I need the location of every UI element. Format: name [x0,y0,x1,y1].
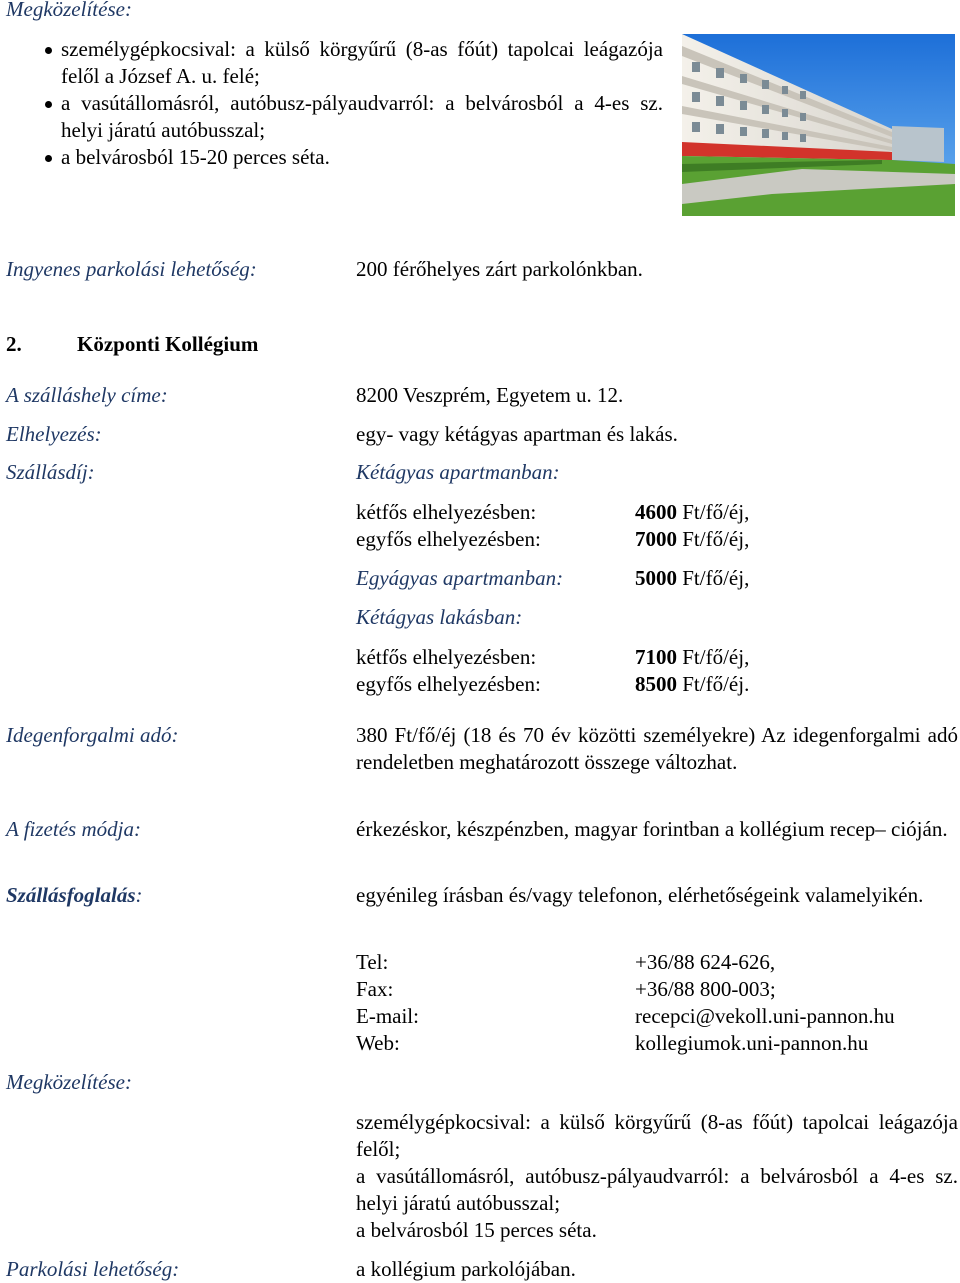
fee-da-one-price [635,526,749,553]
list-item: a belvárosból 15-20 perces séta. [6,144,663,171]
approach2-line-walk: a belvárosból 15 perces séta. [356,1218,597,1242]
approach2-line-car: személygépkocsival: a külső körgyűrű (8-as főút) tapolcai leágazója felől; [356,1110,958,1161]
fee-double-apartment-heading: Kétágyas apartmanban: [356,460,560,484]
contact-web-value[interactable]: kollegiumok.uni-pannon.hu [635,1031,869,1055]
price-unit: Ft/fő/éj, [677,645,750,669]
payment-label: A fizetés módja: [6,817,141,841]
placement-value: egy- vagy kétágyas apartman és lakás. [356,422,678,446]
price-amount: 8500 [635,672,677,696]
parking-label: Ingyenes parkolási lehetőség: [6,257,257,281]
price-amount: 7100 [635,645,677,669]
approach2-line-bus: a vasútállomásról, autóbusz-pályaudvarról: a belvárosból a 4-es sz. helyi járatú autóbusszal; [356,1164,958,1215]
fee-df-two-label: kétfős elhelyezésben: [356,645,537,669]
booking-label-colon: : [135,883,143,907]
address-label: A szálláshely címe: [6,383,168,407]
booking-label-text: Szállásfoglalás [6,883,136,907]
contact-tel-value: +36/88 624-626, [635,950,776,974]
fee-label: Szállásdíj: [6,460,95,484]
contact-email-label: E-mail: [356,1004,419,1028]
price-amount: 4600 [635,500,677,524]
section-title: Központi Kollégium [77,332,259,356]
fee-double-flat-heading: Kétágyas lakásban: [356,605,523,629]
contact-web-label: Web: [356,1031,400,1055]
tax-value: 380 Ft/fő/éj (18 és 70 év közötti személyekre) Az idegenforgalmi adó rendeletben meghatározott összege változhat. [356,723,958,774]
section-number: 2. [6,332,22,356]
approach-label: Megközelítése: [6,0,132,21]
fee-sa-price [635,565,749,592]
price-unit: Ft/fő/éj, [677,566,750,590]
price-unit: Ft/fő/éj, [677,527,750,551]
price-amount: 7000 [635,527,677,551]
parking2-label: Parkolási lehetőség: [6,1257,180,1281]
parking2-value: a kollégium parkolójában. [356,1257,576,1281]
contact-tel-label: Tel: [356,950,389,974]
fee-da-one-label: egyfős elhelyezésben: [356,527,541,551]
contact-email-value[interactable]: recepci@vekoll.uni-pannon.hu [635,1004,895,1028]
building-illustration [682,34,955,216]
price-unit: Ft/fő/éj. [677,672,750,696]
list-item: személygépkocsival: a külső körgyűrű (8-as főút) tapolcai leágazója felől a József A. u. felé; [6,36,663,90]
fee-df-one-price [635,671,749,698]
fee-single-apartment-heading: Egyágyas apartmanban: [356,566,564,590]
fee-df-two-price [635,644,749,671]
tax-label: Idegenforgalmi adó: [6,723,179,747]
contact-fax-label: Fax: [356,977,394,1001]
payment-value: érkezéskor, készpénzben, magyar forintban a kollégium recep– cióján. [356,817,948,841]
list-item: a vasútállomásról, autóbusz-pályaudvarról: a belvárosból a 4-es sz. helyi járatú autóbusszal; [6,90,663,144]
booking-value: egyénileg írásban és/vagy telefonon, elérhetőségeink valamelyikén. [356,883,924,907]
address-value: 8200 Veszprém, Egyetem u. 12. [356,383,624,407]
fee-df-one-label: egyfős elhelyezésben: [356,672,541,696]
fee-da-two-label: kétfős elhelyezésben: [356,500,537,524]
approach-list [6,36,663,171]
price-amount: 5000 [635,566,677,590]
price-unit: Ft/fő/éj, [677,500,750,524]
approach2-label: Megközelítése: [6,1070,132,1094]
booking-label [6,882,143,909]
placement-label: Elhelyezés: [6,422,102,446]
building-photo [682,34,955,216]
parking-value: 200 férőhelyes zárt parkolónkban. [356,257,643,281]
contact-fax-value: +36/88 800-003; [635,977,776,1001]
fee-da-two-price [635,499,749,526]
